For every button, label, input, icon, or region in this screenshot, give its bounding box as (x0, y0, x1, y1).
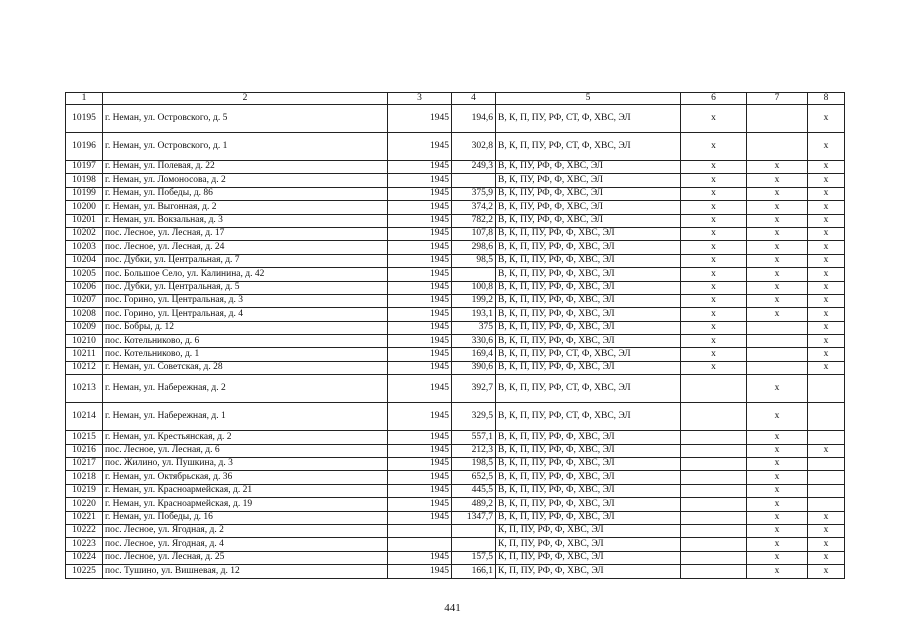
mark-col6-cell: x (681, 254, 747, 267)
mark-col7-cell: x (747, 214, 808, 227)
row-number: 10207 (66, 294, 103, 307)
row-number: 10195 (66, 105, 103, 133)
mark-col7-cell: x (747, 551, 808, 564)
mark-col7-cell: x (747, 241, 808, 254)
mark-col6-cell: x (681, 321, 747, 334)
area-cell: 298,6 (452, 241, 496, 254)
year-cell: 1945 (388, 444, 452, 457)
table-row (66, 227, 845, 240)
mark-col6-cell (681, 524, 747, 537)
mark-col7-cell: x (747, 484, 808, 497)
mark-col8-cell: x (808, 268, 845, 281)
works-cell: В, К, П, ПУ, РФ, Ф, ХВС, ЭЛ (496, 268, 681, 281)
row-number: 10196 (66, 133, 103, 161)
mark-col8-cell (808, 403, 845, 431)
works-cell: В, К, П, ПУ, РФ, Ф, ХВС, ЭЛ (496, 321, 681, 334)
year-cell: 1945 (388, 335, 452, 348)
table-row (66, 565, 845, 578)
mark-col7-cell: x (747, 201, 808, 214)
row-number: 10222 (66, 524, 103, 537)
address-cell: г. Неман, ул. Вокзальная, д. 3 (103, 214, 388, 227)
mark-col6-cell (681, 375, 747, 403)
column-number-1: 1 (66, 93, 103, 105)
works-cell: В, К, П, ПУ, РФ, Ф, ХВС, ЭЛ (496, 254, 681, 267)
address-cell: пос. Горино, ул. Центральная, д. 4 (103, 308, 388, 321)
mark-col7-cell: x (747, 308, 808, 321)
area-cell (452, 538, 496, 551)
row-number: 10214 (66, 403, 103, 431)
mark-col8-cell (808, 458, 845, 471)
column-number-3: 3 (388, 93, 452, 105)
mark-col8-cell: x (808, 294, 845, 307)
table-body (66, 105, 845, 579)
table-row (66, 105, 845, 133)
area-cell: 157,5 (452, 551, 496, 564)
year-cell: 1945 (388, 201, 452, 214)
mark-col8-cell: x (808, 161, 845, 174)
row-number: 10215 (66, 431, 103, 444)
mark-col8-cell: x (808, 105, 845, 133)
address-cell: пос. Лесное, ул. Лесная, д. 6 (103, 444, 388, 457)
mark-col6-cell: x (681, 214, 747, 227)
table-row (66, 335, 845, 348)
mark-col7-cell: x (747, 187, 808, 200)
mark-col8-cell: x (808, 187, 845, 200)
table-row (66, 458, 845, 471)
column-number-2: 2 (103, 93, 388, 105)
address-cell: г. Неман, ул. Победы, д. 16 (103, 511, 388, 524)
row-number: 10209 (66, 321, 103, 334)
mark-col6-cell (681, 471, 747, 484)
address-cell: пос. Лесное, ул. Ягодная, д. 4 (103, 538, 388, 551)
mark-col7-cell: x (747, 511, 808, 524)
table-row (66, 511, 845, 524)
works-cell: В, К, П, ПУ, РФ, Ф, ХВС, ЭЛ (496, 484, 681, 497)
year-cell: 1945 (388, 294, 452, 307)
works-cell: В, К, П, ПУ, РФ, Ф, ХВС, ЭЛ (496, 361, 681, 374)
mark-col7-cell (747, 348, 808, 361)
area-cell: 107,8 (452, 227, 496, 240)
row-number: 10205 (66, 268, 103, 281)
address-cell: пос. Котельниково, д. 1 (103, 348, 388, 361)
table-row (66, 201, 845, 214)
works-cell: В, К, П, ПУ, РФ, СТ, Ф, ХВС, ЭЛ (496, 375, 681, 403)
mark-col8-cell: x (808, 214, 845, 227)
table-row (66, 498, 845, 511)
mark-col7-cell: x (747, 524, 808, 537)
mark-col8-cell (808, 498, 845, 511)
area-cell: 169,4 (452, 348, 496, 361)
table-row (66, 241, 845, 254)
area-cell: 375,9 (452, 187, 496, 200)
table-row (66, 187, 845, 200)
area-cell: 193,1 (452, 308, 496, 321)
column-number-7: 7 (747, 93, 808, 105)
mark-col7-cell: x (747, 471, 808, 484)
row-number: 10208 (66, 308, 103, 321)
address-cell: г. Неман, ул. Победы, д. 86 (103, 187, 388, 200)
mark-col7-cell (747, 361, 808, 374)
address-cell: пос. Бобры, д. 12 (103, 321, 388, 334)
area-cell: 489,2 (452, 498, 496, 511)
column-number-5: 5 (496, 93, 681, 105)
works-cell: В, К, П, ПУ, РФ, Ф, ХВС, ЭЛ (496, 294, 681, 307)
year-cell: 1945 (388, 268, 452, 281)
table-row (66, 471, 845, 484)
works-cell: В, К, ПУ, РФ, Ф, ХВС, ЭЛ (496, 214, 681, 227)
table-row (66, 348, 845, 361)
mark-col8-cell: x (808, 361, 845, 374)
works-cell: В, К, П, ПУ, РФ, Ф, ХВС, ЭЛ (496, 471, 681, 484)
table-row (66, 361, 845, 374)
year-cell: 1945 (388, 227, 452, 240)
mark-col8-cell (808, 484, 845, 497)
mark-col6-cell: x (681, 268, 747, 281)
mark-col8-cell: x (808, 551, 845, 564)
table-row (66, 161, 845, 174)
mark-col6-cell: x (681, 241, 747, 254)
mark-col6-cell: x (681, 281, 747, 294)
table-row (66, 524, 845, 537)
row-number: 10206 (66, 281, 103, 294)
year-cell: 1945 (388, 241, 452, 254)
mark-col6-cell: x (681, 361, 747, 374)
works-cell: В, К, П, ПУ, РФ, СТ, Ф, ХВС, ЭЛ (496, 133, 681, 161)
address-cell: г. Неман, ул. Ломоносова, д. 2 (103, 174, 388, 187)
year-cell: 1945 (388, 484, 452, 497)
address-cell: г. Неман, ул. Крестьянская, д. 2 (103, 431, 388, 444)
address-cell: г. Неман, ул. Советская, д. 28 (103, 361, 388, 374)
year-cell: 1945 (388, 187, 452, 200)
mark-col7-cell: x (747, 281, 808, 294)
mark-col7-cell: x (747, 254, 808, 267)
column-number-6: 6 (681, 93, 747, 105)
row-number: 10210 (66, 335, 103, 348)
works-cell: В, К, ПУ, РФ, Ф, ХВС, ЭЛ (496, 187, 681, 200)
year-cell: 1945 (388, 511, 452, 524)
year-cell: 1945 (388, 133, 452, 161)
year-cell: 1945 (388, 471, 452, 484)
row-number: 10213 (66, 375, 103, 403)
area-cell (452, 524, 496, 537)
mark-col8-cell: x (808, 444, 845, 457)
mark-col8-cell: x (808, 281, 845, 294)
mark-col7-cell (747, 335, 808, 348)
address-cell: г. Неман, ул. Островского, д. 1 (103, 133, 388, 161)
works-cell: В, К, ПУ, РФ, Ф, ХВС, ЭЛ (496, 161, 681, 174)
mark-col8-cell: x (808, 335, 845, 348)
mark-col6-cell (681, 458, 747, 471)
table-row (66, 551, 845, 564)
row-number: 10225 (66, 565, 103, 578)
mark-col8-cell (808, 471, 845, 484)
mark-col8-cell: x (808, 254, 845, 267)
row-number: 10199 (66, 187, 103, 200)
area-cell: 652,5 (452, 471, 496, 484)
mark-col7-cell: x (747, 268, 808, 281)
address-cell: г. Неман, ул. Набережная, д. 1 (103, 403, 388, 431)
works-cell: В, К, П, ПУ, РФ, Ф, ХВС, ЭЛ (496, 458, 681, 471)
works-cell: В, К, П, ПУ, РФ, Ф, ХВС, ЭЛ (496, 281, 681, 294)
mark-col8-cell: x (808, 241, 845, 254)
mark-col6-cell (681, 511, 747, 524)
year-cell: 1945 (388, 458, 452, 471)
works-cell: В, К, ПУ, РФ, Ф, ХВС, ЭЛ (496, 201, 681, 214)
mark-col8-cell: x (808, 538, 845, 551)
address-cell: пос. Котельниково, д. 6 (103, 335, 388, 348)
year-cell: 1945 (388, 161, 452, 174)
mark-col6-cell: x (681, 348, 747, 361)
mark-col7-cell (747, 133, 808, 161)
mark-col7-cell: x (747, 294, 808, 307)
table-row (66, 431, 845, 444)
works-cell: В, К, П, ПУ, РФ, Ф, ХВС, ЭЛ (496, 227, 681, 240)
year-cell: 1945 (388, 551, 452, 564)
area-cell: 249,3 (452, 161, 496, 174)
address-cell: г. Неман, ул. Красноармейская, д. 19 (103, 498, 388, 511)
area-cell: 302,8 (452, 133, 496, 161)
works-cell: В, К, П, ПУ, РФ, Ф, ХВС, ЭЛ (496, 241, 681, 254)
area-cell: 166,1 (452, 565, 496, 578)
area-cell: 212,3 (452, 444, 496, 457)
row-number: 10197 (66, 161, 103, 174)
area-cell: 329,5 (452, 403, 496, 431)
row-number: 10216 (66, 444, 103, 457)
address-cell: пос. Дубки, ул. Центральная, д. 7 (103, 254, 388, 267)
mark-col7-cell: x (747, 498, 808, 511)
area-cell (452, 174, 496, 187)
table-row (66, 254, 845, 267)
row-number: 10217 (66, 458, 103, 471)
works-cell: К, П, ПУ, РФ, Ф, ХВС, ЭЛ (496, 538, 681, 551)
address-cell: пос. Лесное, ул. Ягодная, д. 2 (103, 524, 388, 537)
mark-col7-cell: x (747, 431, 808, 444)
mark-col6-cell: x (681, 294, 747, 307)
address-cell: пос. Лесное, ул. Лесная, д. 17 (103, 227, 388, 240)
mark-col7-cell: x (747, 227, 808, 240)
mark-col8-cell: x (808, 133, 845, 161)
mark-col8-cell (808, 431, 845, 444)
mark-col7-cell: x (747, 174, 808, 187)
address-cell: г. Неман, ул. Островского, д. 5 (103, 105, 388, 133)
address-cell: пос. Дубки, ул. Центральная, д. 5 (103, 281, 388, 294)
area-cell: 390,6 (452, 361, 496, 374)
mark-col6-cell (681, 431, 747, 444)
mark-col6-cell (681, 538, 747, 551)
row-number: 10224 (66, 551, 103, 564)
area-cell: 198,5 (452, 458, 496, 471)
mark-col6-cell (681, 403, 747, 431)
works-cell: К, П, ПУ, РФ, Ф, ХВС, ЭЛ (496, 551, 681, 564)
table-row (66, 484, 845, 497)
address-cell: г. Неман, ул. Октябрьская, д. 36 (103, 471, 388, 484)
works-cell: К, П, ПУ, РФ, Ф, ХВС, ЭЛ (496, 524, 681, 537)
area-cell: 374,2 (452, 201, 496, 214)
address-cell: г. Неман, ул. Набережная, д. 2 (103, 375, 388, 403)
works-cell: В, К, ПУ, РФ, Ф, ХВС, ЭЛ (496, 174, 681, 187)
mark-col8-cell: x (808, 524, 845, 537)
works-cell: В, К, П, ПУ, РФ, Ф, ХВС, ЭЛ (496, 308, 681, 321)
row-number: 10198 (66, 174, 103, 187)
year-cell: 1945 (388, 254, 452, 267)
year-cell: 1945 (388, 498, 452, 511)
table-row (66, 403, 845, 431)
mark-col8-cell: x (808, 348, 845, 361)
mark-col6-cell: x (681, 308, 747, 321)
year-cell: 1945 (388, 214, 452, 227)
works-cell: В, К, П, ПУ, РФ, Ф, ХВС, ЭЛ (496, 511, 681, 524)
table-row (66, 375, 845, 403)
mark-col6-cell: x (681, 174, 747, 187)
address-cell: пос. Лесное, ул. Лесная, д. 25 (103, 551, 388, 564)
row-number: 10223 (66, 538, 103, 551)
column-number-row (66, 93, 845, 105)
table-row (66, 294, 845, 307)
year-cell: 1945 (388, 174, 452, 187)
area-cell: 1347,7 (452, 511, 496, 524)
mark-col8-cell: x (808, 321, 845, 334)
row-number: 10203 (66, 241, 103, 254)
mark-col8-cell: x (808, 511, 845, 524)
works-cell: В, К, П, ПУ, РФ, СТ, Ф, ХВС, ЭЛ (496, 105, 681, 133)
table-row (66, 538, 845, 551)
mark-col8-cell: x (808, 201, 845, 214)
mark-col8-cell: x (808, 565, 845, 578)
page-number: 441 (444, 602, 461, 614)
area-cell: 199,2 (452, 294, 496, 307)
works-cell: В, К, П, ПУ, РФ, Ф, ХВС, ЭЛ (496, 335, 681, 348)
year-cell: 1945 (388, 308, 452, 321)
address-cell: г. Неман, ул. Выгонная, д. 2 (103, 201, 388, 214)
mark-col6-cell: x (681, 133, 747, 161)
mark-col7-cell (747, 105, 808, 133)
table-row (66, 133, 845, 161)
address-cell: пос. Тушино, ул. Вишневая, д. 12 (103, 565, 388, 578)
year-cell: 1945 (388, 321, 452, 334)
mark-col7-cell (747, 321, 808, 334)
year-cell: 1945 (388, 431, 452, 444)
column-number-4: 4 (452, 93, 496, 105)
mark-col7-cell: x (747, 375, 808, 403)
year-cell: 1945 (388, 375, 452, 403)
column-number-8: 8 (808, 93, 845, 105)
year-cell: 1945 (388, 105, 452, 133)
mark-col6-cell: x (681, 187, 747, 200)
mark-col8-cell: x (808, 174, 845, 187)
mark-col6-cell: x (681, 201, 747, 214)
row-number: 10202 (66, 227, 103, 240)
address-cell: пос. Большое Село, ул. Калинина, д. 42 (103, 268, 388, 281)
mark-col6-cell (681, 551, 747, 564)
address-cell: г. Неман, ул. Красноармейская, д. 21 (103, 484, 388, 497)
mark-col6-cell: x (681, 227, 747, 240)
area-cell: 557,1 (452, 431, 496, 444)
area-cell: 98,5 (452, 254, 496, 267)
table-row (66, 321, 845, 334)
table-row (66, 174, 845, 187)
works-cell: В, К, П, ПУ, РФ, Ф, ХВС, ЭЛ (496, 431, 681, 444)
works-cell: К, П, ПУ, РФ, Ф, ХВС, ЭЛ (496, 565, 681, 578)
row-number: 10220 (66, 498, 103, 511)
register-table (65, 92, 845, 579)
mark-col6-cell (681, 484, 747, 497)
mark-col6-cell: x (681, 105, 747, 133)
year-cell: 1945 (388, 565, 452, 578)
row-number: 10221 (66, 511, 103, 524)
mark-col6-cell (681, 565, 747, 578)
row-number: 10218 (66, 471, 103, 484)
mark-col6-cell (681, 498, 747, 511)
area-cell: 375 (452, 321, 496, 334)
mark-col6-cell (681, 444, 747, 457)
table-row (66, 268, 845, 281)
row-number: 10201 (66, 214, 103, 227)
mark-col6-cell: x (681, 161, 747, 174)
address-cell: пос. Горино, ул. Центральная, д. 3 (103, 294, 388, 307)
mark-col6-cell: x (681, 335, 747, 348)
works-cell: В, К, П, ПУ, РФ, СТ, Ф, ХВС, ЭЛ (496, 348, 681, 361)
table-row (66, 281, 845, 294)
year-cell (388, 524, 452, 537)
works-cell: В, К, П, ПУ, РФ, Ф, ХВС, ЭЛ (496, 498, 681, 511)
mark-col7-cell: x (747, 538, 808, 551)
table-row (66, 214, 845, 227)
area-cell: 392,7 (452, 375, 496, 403)
year-cell: 1945 (388, 348, 452, 361)
address-cell: г. Неман, ул. Полевая, д. 22 (103, 161, 388, 174)
year-cell (388, 538, 452, 551)
works-cell: В, К, П, ПУ, РФ, СТ, Ф, ХВС, ЭЛ (496, 403, 681, 431)
address-cell: пос. Жилино, ул. Пушкина, д. 3 (103, 458, 388, 471)
mark-col8-cell (808, 375, 845, 403)
mark-col7-cell: x (747, 458, 808, 471)
row-number: 10212 (66, 361, 103, 374)
table-row (66, 444, 845, 457)
year-cell: 1945 (388, 361, 452, 374)
mark-col8-cell: x (808, 227, 845, 240)
mark-col7-cell: x (747, 161, 808, 174)
row-number: 10204 (66, 254, 103, 267)
address-cell: пос. Лесное, ул. Лесная, д. 24 (103, 241, 388, 254)
mark-col8-cell: x (808, 308, 845, 321)
area-cell: 782,2 (452, 214, 496, 227)
mark-col7-cell: x (747, 444, 808, 457)
works-cell: В, К, П, ПУ, РФ, Ф, ХВС, ЭЛ (496, 444, 681, 457)
area-cell: 445,5 (452, 484, 496, 497)
area-cell: 330,6 (452, 335, 496, 348)
area-cell: 194,6 (452, 105, 496, 133)
mark-col7-cell: x (747, 565, 808, 578)
area-cell (452, 268, 496, 281)
row-number: 10211 (66, 348, 103, 361)
table-row (66, 308, 845, 321)
mark-col7-cell: x (747, 403, 808, 431)
area-cell: 100,8 (452, 281, 496, 294)
row-number: 10200 (66, 201, 103, 214)
row-number: 10219 (66, 484, 103, 497)
year-cell: 1945 (388, 403, 452, 431)
year-cell: 1945 (388, 281, 452, 294)
